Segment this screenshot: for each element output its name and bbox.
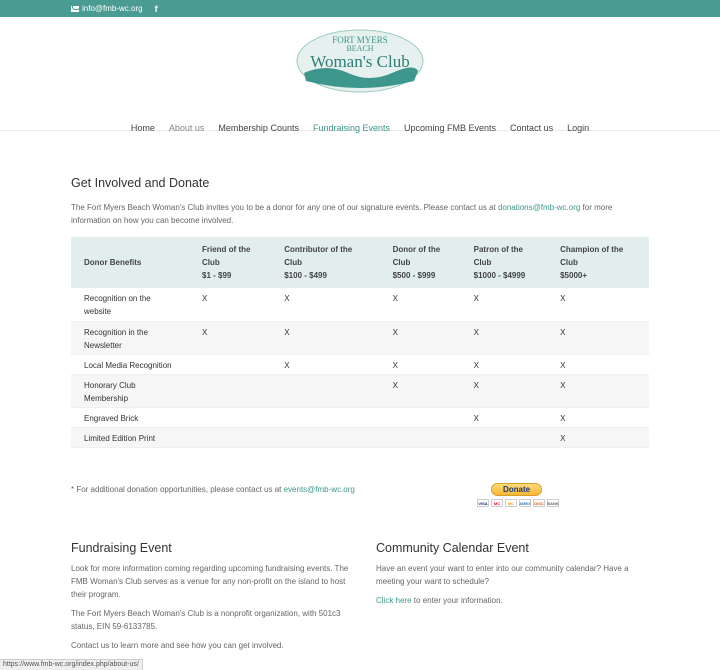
benefit-text: Honorary Club (84, 380, 136, 390)
tier-cell: X (473, 413, 479, 423)
benefit-text: Limited Edition Print (84, 433, 156, 443)
calendar-p1: Have an event your want to enter into our community calendar? Have a meeting your want to schedule? (376, 564, 629, 586)
tier-cell (189, 374, 271, 407)
tier-cell: X (284, 327, 290, 337)
benefit-cell (71, 427, 189, 447)
header-line2: Club (560, 258, 578, 267)
header-line3: $1000 - $4999 (473, 271, 526, 280)
calendar-p2 (376, 594, 656, 607)
table-row (71, 354, 649, 374)
involved-section (71, 176, 649, 227)
tier-cell (189, 354, 271, 374)
nav-item-about-us[interactable]: About us (168, 123, 205, 133)
tier-cell: X (202, 294, 208, 303)
payment-card-icon: AMEX (519, 500, 531, 506)
tier-cell: X (284, 360, 290, 370)
tier-cell (271, 407, 379, 427)
envelope-icon (71, 6, 79, 12)
tier-cell: X (473, 294, 479, 303)
intro-text-end: for more information on how you can become involved. (71, 203, 613, 225)
table-header-cell (461, 237, 547, 288)
nav-item-fundraising-events[interactable]: Fundraising Events (312, 123, 391, 133)
benefit-text: Recognition on the (84, 294, 151, 303)
table-header-cell (71, 237, 189, 288)
tier-cell: X (560, 413, 566, 423)
benefit-text: Engraved Brick (84, 413, 139, 423)
facebook-icon[interactable]: f (154, 3, 158, 14)
header-line1: Patron of the (473, 245, 523, 254)
tier-cell (461, 427, 547, 447)
tier-cell: X (473, 360, 479, 370)
tier-cell: X (473, 380, 479, 390)
click-here-link[interactable]: Click here (376, 596, 412, 605)
table-row (71, 427, 649, 447)
header-line1: Champion of the (560, 245, 624, 254)
additional-note (71, 483, 649, 496)
fundraising-p2: The Fort Myers Beach Woman's Club is a nonprofit organization, with 501c3 status, EIN 59-6133785. (71, 609, 341, 631)
fundraising-title: Fundraising Event (71, 541, 172, 555)
events-email-link[interactable]: events@fmb-wc.org (283, 485, 355, 494)
involved-intro (71, 201, 649, 227)
tier-cell: X (560, 380, 566, 390)
calendar-title: Community Calendar Event (376, 541, 529, 555)
benefit-cell (71, 407, 189, 427)
tier-cell: X (392, 380, 398, 390)
benefit-text: Recognition in the (84, 327, 149, 337)
calendar-column (376, 541, 656, 607)
benefit-text: website (84, 307, 112, 316)
table-header-cell (189, 237, 271, 288)
benefit-cell (71, 321, 189, 354)
tier-cell (271, 374, 379, 407)
payment-card-icon: MC (491, 499, 503, 507)
header-line3: $5000+ (560, 271, 588, 280)
tier-cell: X (392, 294, 398, 303)
site-header (0, 17, 720, 131)
donor-table-wrap (71, 237, 649, 448)
payment-card-icon: BANK (547, 500, 559, 506)
donations-email-link[interactable]: donations@fmb-wc.org (497, 203, 581, 212)
nav-item-upcoming-fmb-events[interactable]: Upcoming FMB Events (404, 123, 497, 133)
table-row (71, 374, 649, 407)
donate-button[interactable]: Donate (491, 483, 542, 496)
additional-text: * For additional donation opportunities, please contact us at (71, 485, 284, 494)
table-row (71, 321, 649, 354)
tier-cell: X (392, 360, 398, 370)
club-logo[interactable] (296, 29, 424, 93)
table-header-cell (380, 237, 461, 288)
top-bar (0, 0, 720, 17)
header-line2: Club (284, 258, 303, 267)
tier-cell (189, 427, 271, 447)
calendar-link-text: to enter your information. (411, 596, 503, 605)
involved-title: Get Involved and Donate (71, 176, 210, 190)
tier-cell: X (473, 327, 479, 337)
benefit-text: Local Media Recognition (84, 360, 172, 370)
tier-cell: X (560, 433, 566, 443)
table-header-cell (547, 237, 649, 288)
header-line2: Club (392, 258, 411, 267)
main-nav (0, 123, 720, 133)
tier-cell: X (560, 360, 566, 370)
payment-card-icon: VISA (478, 500, 488, 506)
header-line2: Club (202, 258, 220, 267)
tier-cell (380, 407, 461, 427)
donor-benefits-table (71, 237, 649, 448)
tier-cell (380, 427, 461, 447)
benefit-cell (71, 354, 189, 374)
intro-text: The Fort Myers Beach Woman's Club invites you to be a donor for any one of our signature events. Please contact us at (71, 203, 498, 212)
header-line1: Donor of the (392, 245, 441, 254)
header-line3: $500 - $999 (392, 271, 436, 280)
payment-card-icon: DISC (534, 500, 544, 506)
header-line1: Friend of the (202, 245, 251, 254)
logo-line1: FORT MYERS (332, 35, 388, 45)
fundraising-column (71, 541, 351, 652)
nav-item-membership-counts[interactable]: Membership Counts (218, 123, 299, 133)
tier-cell: X (560, 294, 566, 303)
benefit-text: Membership (84, 393, 129, 403)
nav-item-home[interactable]: Home (130, 123, 155, 133)
header-line3: $100 - $499 (284, 271, 327, 280)
top-email-text[interactable]: info@fmb-wc.org (82, 4, 143, 13)
logo-line2: BEACH (346, 44, 374, 53)
table-row (71, 288, 649, 321)
header-line3: $1 - $99 (202, 271, 232, 280)
tier-cell: X (560, 327, 566, 337)
payment-card-icon: MC (505, 499, 517, 507)
table-row (71, 407, 649, 427)
table-header-cell (271, 237, 379, 288)
benefit-cell (71, 288, 189, 321)
tier-cell (189, 407, 271, 427)
payment-cards (477, 499, 559, 507)
benefit-cell (71, 374, 189, 407)
header-line2: Club (473, 258, 492, 267)
nav-item-login[interactable]: Login (567, 123, 590, 133)
fundraising-p1: Look for more information coming regarding upcoming fundraising events. The FMB Woman's Club serves as a venue for any non-profit on the island to host their program. (71, 564, 349, 599)
fundraising-p3: Contact us to learn more and see how you can get involved. (71, 641, 284, 650)
tier-cell: X (284, 294, 290, 303)
tier-cell (271, 427, 379, 447)
header-line1: Donor Benefits (84, 258, 142, 267)
table-header-row (71, 237, 649, 288)
status-url: https://www.fmb-wc.org/index.php/about-us/ (0, 659, 143, 670)
tier-cell: X (202, 327, 208, 337)
header-line1: Contributor of the (284, 245, 353, 254)
benefit-text: Newsletter (84, 340, 122, 350)
nav-item-contact-us[interactable]: Contact us (510, 123, 554, 133)
logo-line3: Woman's Club (310, 52, 410, 71)
top-email-link[interactable] (71, 4, 143, 13)
tier-cell: X (392, 327, 398, 337)
